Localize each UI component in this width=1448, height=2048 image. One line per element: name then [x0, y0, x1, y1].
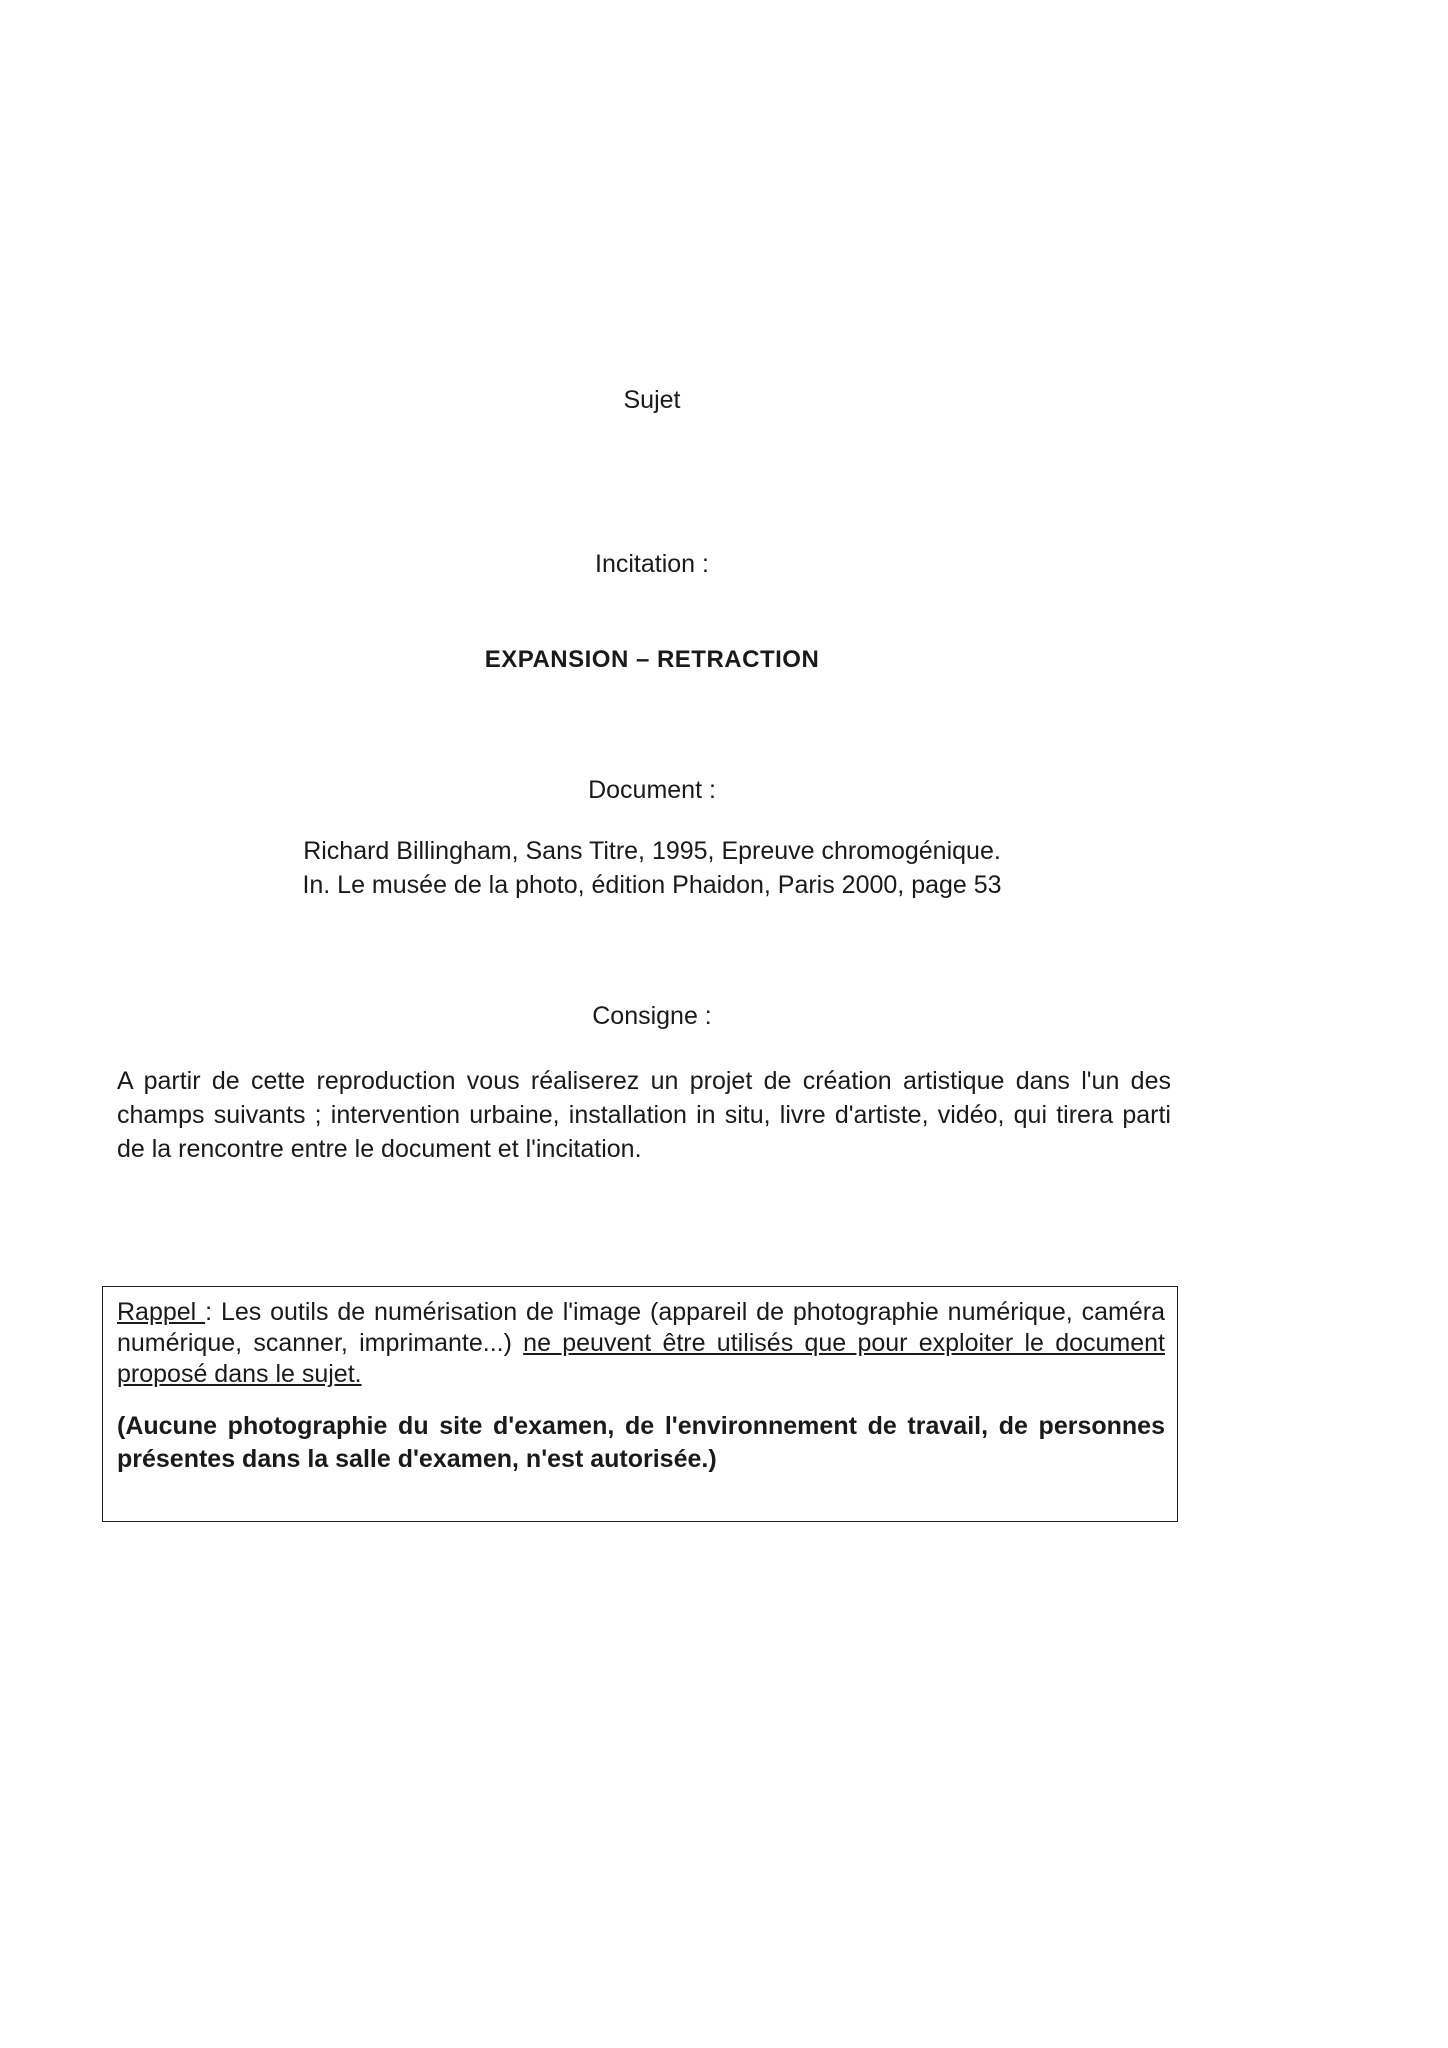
rappel-restriction: ne peuvent être utilisés que pour exploiter le document proposé dans le sujet.	[117, 1329, 1165, 1388]
consigne-label: Consigne :	[592, 1002, 712, 1030]
incitation-label: Incitation :	[595, 550, 709, 578]
rappel-paragraph	[117, 1297, 1165, 1390]
rappel-box	[102, 1286, 1178, 1522]
page-heading: Sujet	[623, 386, 681, 414]
rappel-note: (Aucune photographie du site d'examen, de l'environnement de travail, de personnes présentes dans la salle d'examen, n'est autorisée.)	[117, 1412, 1165, 1473]
consigne-text: A partir de cette reproduction vous réaliserez un projet de création artistique dans l'un des champs suivants ; intervention urbaine, installation in situ, livre d'artiste, vidéo, qui tirera parti de la rencontre entre le document et l'incitation.	[117, 1067, 1171, 1163]
document-label: Document :	[588, 776, 716, 804]
document-reference-line-1: Richard Billingham, Sans Titre, 1995, Epreuve chromogénique.	[303, 837, 1001, 865]
document-reference	[0, 834, 1304, 902]
rappel-colon: :	[205, 1298, 221, 1326]
rappel-label: Rappel	[117, 1298, 206, 1326]
rappel-text: Les outils de numérisation de l'image (appareil de photographie numérique, caméra numérique, scanner, imprimante...)	[117, 1298, 1165, 1357]
incitation-title: EXPANSION – RETRACTION	[484, 646, 820, 673]
document-reference-line-2: In. Le musée de la photo, édition Phaidon, Paris 2000, page 53	[302, 871, 1002, 899]
